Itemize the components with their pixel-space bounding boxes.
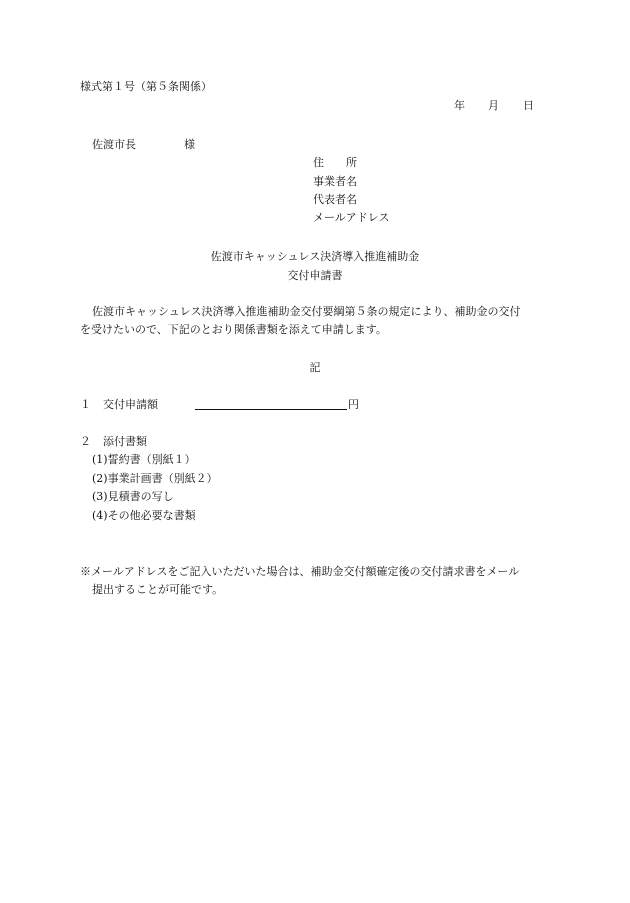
body-line-2: を受けたいので、下記のとおり関係書類を添えて申請します。 bbox=[80, 323, 387, 336]
note-line-1: ※メールアドレスをご記入いただいた場合は、補助金交付額確定後の交付請求書をメール bbox=[80, 565, 520, 578]
item2-number: ２ bbox=[80, 435, 91, 448]
title-line-2: 交付申請書 bbox=[287, 269, 343, 282]
date-year: 年 bbox=[454, 99, 465, 112]
form-number: 様式第１号（第５条関係） bbox=[80, 80, 212, 93]
field-email: メールアドレス bbox=[313, 211, 390, 224]
addressee-honorific: 様 bbox=[184, 138, 195, 151]
amount-blank-line bbox=[195, 409, 347, 410]
attachment-item: (2)事業計画書（別紙２） bbox=[92, 472, 218, 485]
field-address: 住 所 bbox=[313, 156, 357, 169]
note-line-2: 提出することが可能です。 bbox=[92, 583, 224, 596]
item1-unit: 円 bbox=[348, 398, 359, 411]
item2-label: 添付書類 bbox=[103, 435, 147, 448]
item1-label: 交付申請額 bbox=[103, 398, 158, 411]
attachment-item: (4)その他必要な書類 bbox=[92, 509, 196, 522]
field-business-name: 事業者名 bbox=[313, 175, 357, 188]
date-day: 日 bbox=[523, 99, 534, 112]
body-line-1: 佐渡市キャッシュレス決済導入推進補助金交付要綱第５条の規定により、補助金の交付 bbox=[92, 305, 521, 318]
field-representative: 代表者名 bbox=[313, 193, 357, 206]
ki-label: 記 bbox=[309, 361, 321, 374]
title-line-1: 佐渡市キャッシュレス決済導入推進補助金 bbox=[210, 250, 420, 263]
addressee-name: 佐渡市長 bbox=[92, 138, 136, 151]
date-month: 月 bbox=[488, 99, 499, 112]
item1-number: １ bbox=[80, 398, 91, 411]
attachment-item: (1)誓約書（別紙１） bbox=[92, 453, 196, 466]
attachment-item: (3)見積書の写し bbox=[92, 490, 174, 503]
